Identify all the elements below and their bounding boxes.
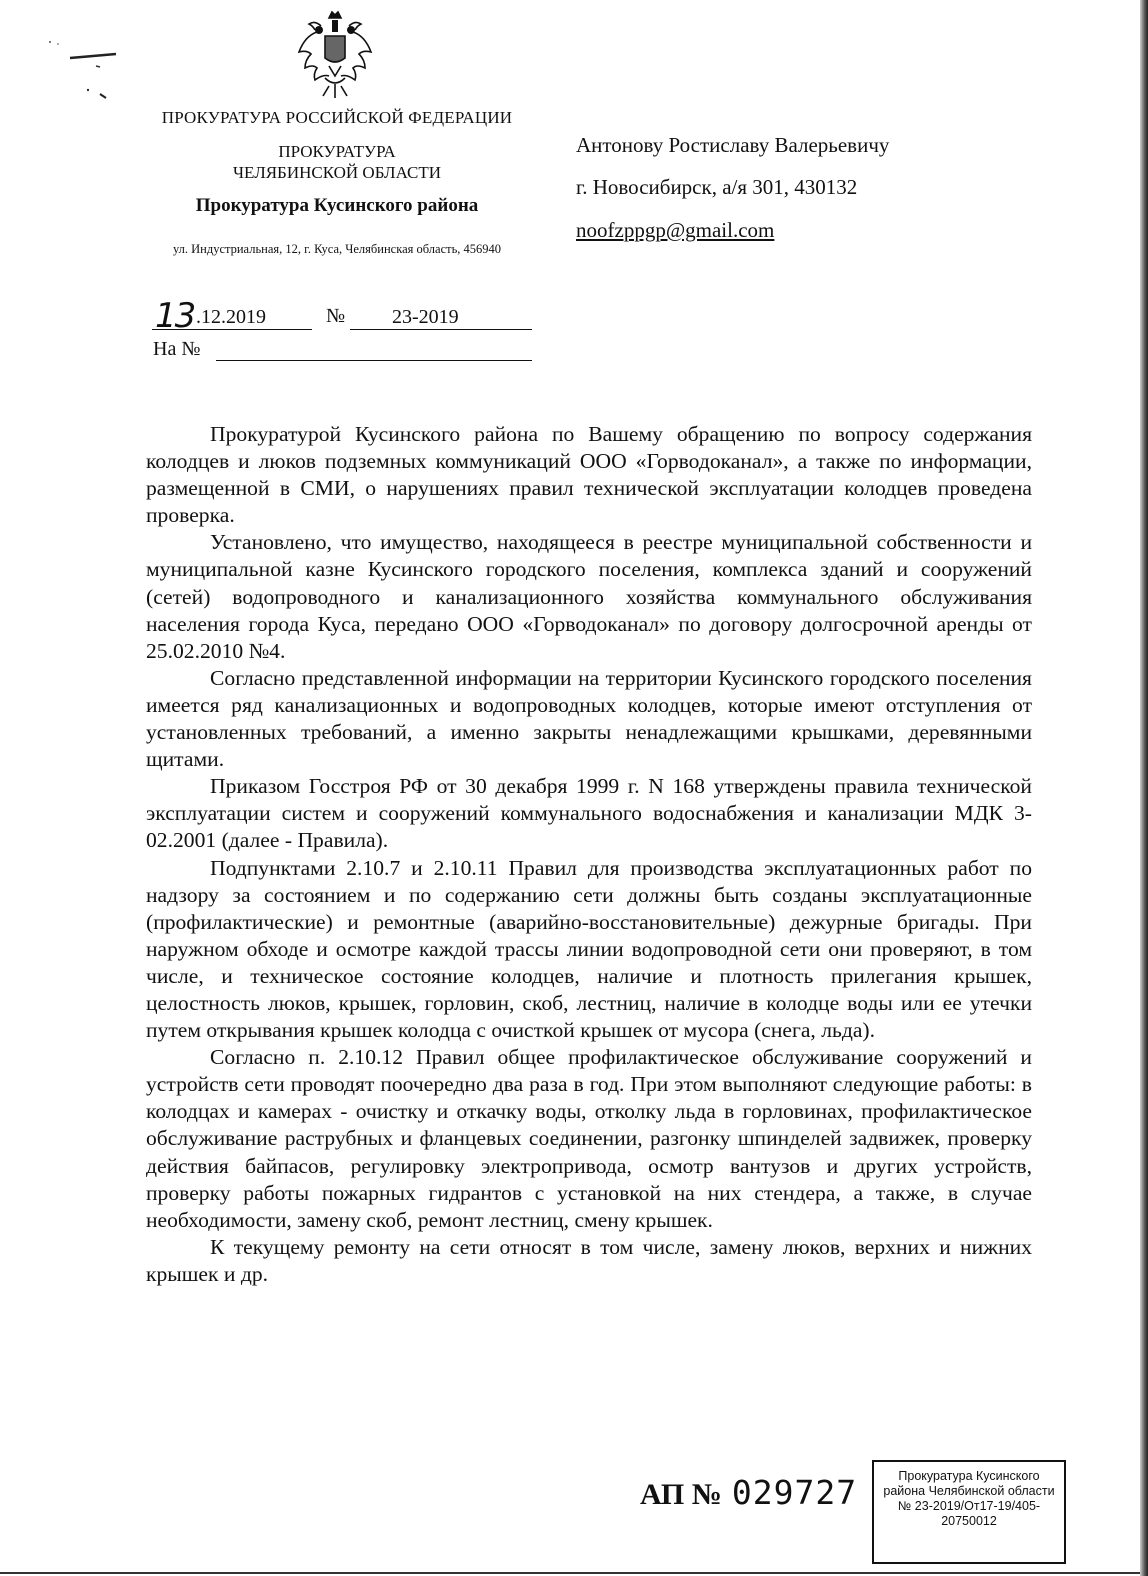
ap-number: 029727 — [731, 1473, 858, 1512]
scan-specks — [40, 20, 120, 110]
body-paragraph: Установлено, что имущество, находящееся в реестре муниципальной собственности и муниципальной казне Кусинского городского поселения, комплекса зданий и сооружений (сетей) водопроводного и канализационного хозяйства коммунального обслуживания населения города Куса, передано ООО «Горводоканал» по договору долгосрочной аренды от 25.02.2010 №4. — [146, 530, 1032, 663]
outgoing-number-label: № — [326, 305, 346, 327]
scan-bottom-edge — [0, 1572, 1140, 1574]
agency-address: ул. Индустриальная, 12, г. Куса, Челябинская область, 456940 — [172, 242, 502, 256]
stamp-line: № 23-2019/От17-19/405- — [897, 1499, 1041, 1513]
ap-label: АП № — [640, 1478, 722, 1511]
recipient-email-link[interactable]: noofzppgp@gmail.com — [576, 218, 775, 242]
stamp-line: 20750012 — [941, 1514, 997, 1528]
recipient-name: Антонову Ростиславу Валерьевичу — [576, 133, 890, 157]
body-paragraph: Согласно представленной информации на территории Кусинского городского поселения имеется ряд канализационных и водопроводных колодцев, которые имеют отступления от установленных требований, а именно закрыты ненадлежащими крышками, деревянными щитами. — [146, 665, 1032, 772]
outgoing-number: 23-2019 — [392, 306, 459, 328]
outgoing-date: .12.2019 — [196, 306, 266, 328]
handwritten-date-day: 13 — [155, 296, 195, 336]
agency-office-name: Прокуратура Кусинского района — [195, 195, 479, 216]
body-paragraph: Прокуратурой Кусинского района по Вашему обращению по вопросу содержания колодцев и люков подземных коммуникаций ООО «Горводоканал», а также по информации, размещенной в СМИ, о нарушениях правил технической эксплуатации колодцев проведена проверка. — [146, 422, 1032, 528]
date-underline — [152, 329, 312, 330]
form-serial-number — [640, 1473, 857, 1512]
recipient-address: г. Новосибирск, а/я 301, 430132 — [576, 175, 858, 199]
body-paragraph: К текущему ремонту на сети относят в том числе, замену люков, верхних и нижних крышек и др. — [146, 1234, 1032, 1286]
stamp-line: района Челябинской области — [883, 1484, 1055, 1498]
body-paragraph: Согласно п. 2.10.12 Правил общее профилактическое обслуживание сооружений и устройств сети проводят поочередно два раза в год. При этом выполняют следующие работы: в колодцах и камерах - очистку и откачку воды, отколку льда в горловинах, профилактическое обслуживание раструбных и фланцевых соединении, разгонку шпинделей задвижек, проверку действия байпасов, регулировку электропривода, осмотр вантузов и других устройств, проверку работы пожарных гидрантов с установкой на них стендера, а также, в случае необходимости, замену скоб, ремонт лестниц, смену крышек. — [146, 1045, 1032, 1232]
body-paragraph: Приказом Госстроя РФ от 30 декабря 1999 г. N 168 утверждены правила технической эксплуатации систем и сооружений коммунального водоснабжения и канализации МДК 3-02.2001 (далее - Правила). — [146, 774, 1032, 853]
double-headed-eagle-icon — [295, 6, 375, 106]
agency-title: ПРОКУРАТУРА РОССИЙСКОЙ ФЕДЕРАЦИИ — [161, 108, 513, 127]
agency-subtitle-line1: ПРОКУРАТУРА — [278, 142, 396, 161]
reply-reference-line — [216, 360, 532, 361]
letter-body — [146, 421, 1032, 1288]
scan-edge — [1140, 0, 1148, 1576]
registration-stamp — [872, 1460, 1066, 1564]
number-underline — [350, 329, 532, 330]
body-paragraph: Подпунктами 2.10.7 и 2.10.11 Правил для производства эксплуатационных работ по надзору за состоянием и по содержанию сети должны быть созданы эксплуатационные (профилактические) и ремонтные (аварийно-восстановительные) дежурные бригады. При наружном обходе и осмотре каждой трассы линии водопроводной сети они проверяют, в том числе, и техническое состояние колодцев, наличие и плотность прилегания крышек, целостность люков, крышек, горловин, скоб, лестниц, наличие в колодце воды или ее утечки путем открывания крышек колодца с очисткой крышек от мусора (снега, льда). — [146, 855, 1032, 1043]
reply-reference-label: На № — [153, 338, 201, 360]
agency-subtitle-line2: ЧЕЛЯБИНСКОЙ ОБЛАСТИ — [232, 163, 442, 182]
stamp-line: Прокуратура Кусинского — [898, 1469, 1040, 1483]
